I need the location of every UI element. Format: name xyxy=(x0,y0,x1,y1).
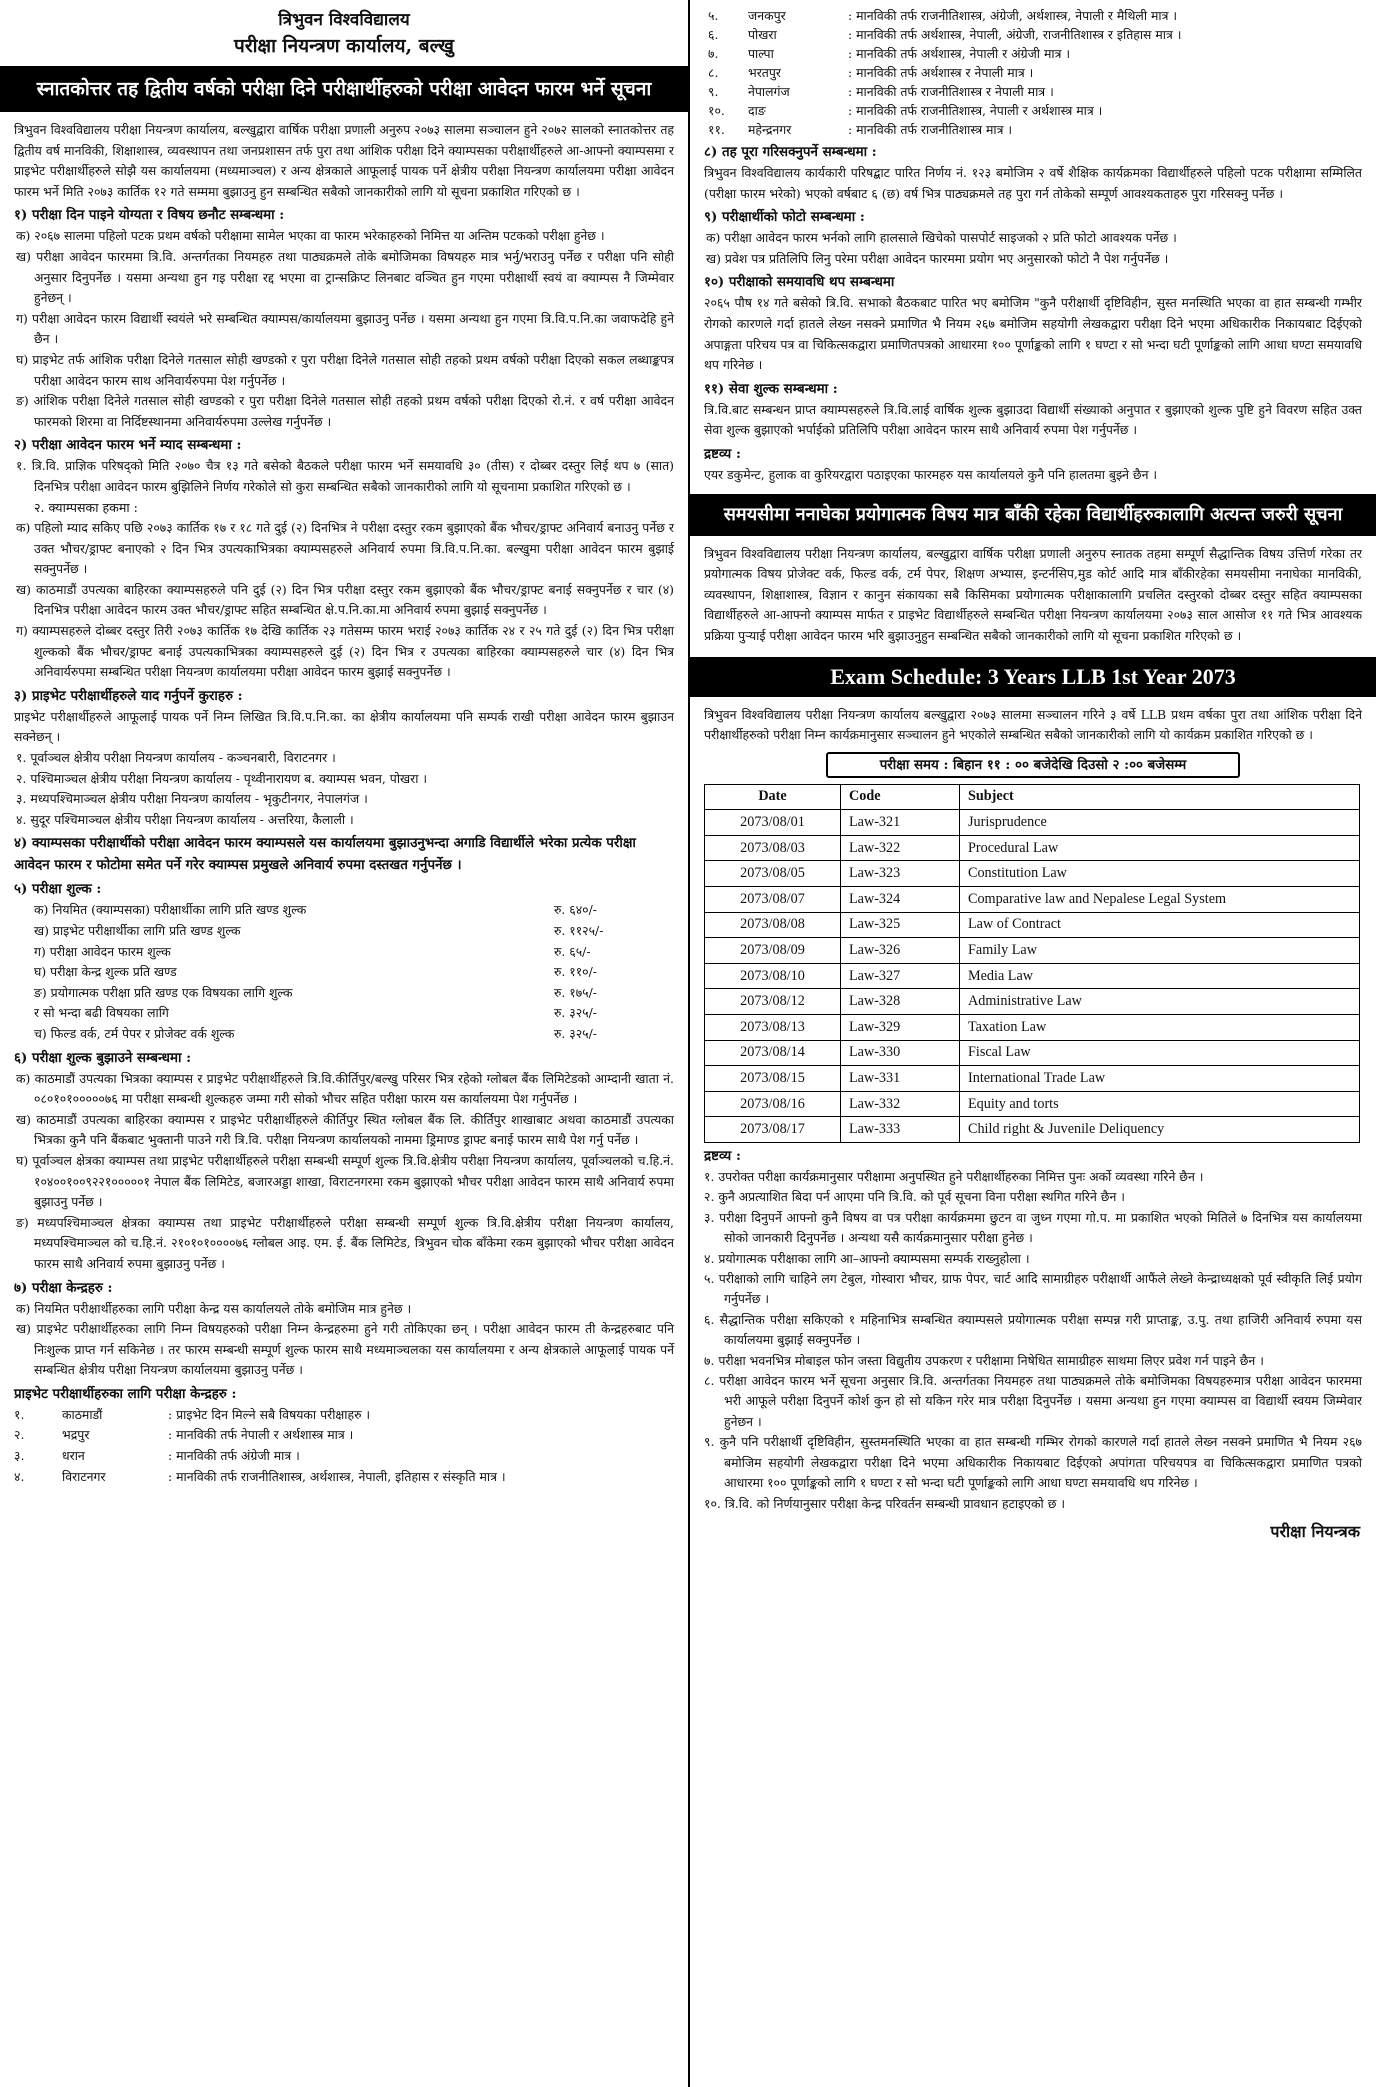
exam-subject: Child right & Juvenile Deliquency xyxy=(960,1117,1360,1143)
table-row xyxy=(705,989,1360,1015)
exam-center-row xyxy=(0,1425,688,1446)
center-subjects: : मानविकी तर्फ अर्थशास्त्र र नेपाली मात्र । xyxy=(848,65,1034,80)
fee-row xyxy=(0,1003,688,1024)
note-text: एयर डकुमेन्ट, हुलाक वा कुरियरद्वारा पठाइएका फारमहरु यस कार्यालयले कुनै पनि हालतमा बुझ्ने छैन । xyxy=(704,466,1158,482)
table-row xyxy=(705,810,1360,836)
exam-subject: Media Law xyxy=(960,963,1360,989)
llb-note-item: ९. कुनै पनि परीक्षार्थी दृष्टिविहीन, सुस्तमनस्थिति भएका वा हात सम्बन्धी गम्भिर रोगको कारणले गर्दा हातले लेख्न नसक्ने प्रमाणित भै नियम २६७ बमोजिम सहयोगी लेखकद्वारा परीक्षा दिने भएमा अधिकारीक निकायबाट दिईएको अपांगता परिचयपत्र वा चिकित्सकद्वारा प्रमाणित पत्रको आधारमा १०० पूर्णाङ्कको लागि १ घण्टा र सो भन्दा घटी पूर्णाङ्कको लागि आधा घण्टा समयावधि थप गरिनेछ । xyxy=(704,1434,1362,1491)
llb-note-item: १. उपरोक्त परीक्षा कार्यक्रमानुसार परीक्षामा अनुपस्थित हुने परीक्षार्थीहरुका निमित्त पुनः अर्को व्यवस्था गरिने छैन । xyxy=(704,1169,1204,1184)
center-name: पाल्पा xyxy=(748,46,774,61)
llb-note-item: ५. परीक्षाको लागि चाहिने लग टेबुल, गोस्वारा भौचर, ग्राफ पेपर, चार्ट आदि सामाग्रीहरु परीक्षार्थी आफैंले लेख्ने केन्द्राध्यक्षको पूर्व स्वीकृति लिई प्रयोग गर्नुपर्नेछ । xyxy=(704,1271,1362,1307)
section-9-item: क) परीक्षा आवेदन फारम भर्नको लागि हालसाले खिचेको पासपोर्ट साइजको २ प्रति फोटो आवश्यक पर्नेछ । xyxy=(706,230,1177,246)
fee-row xyxy=(0,983,688,1004)
exam-code: Law-328 xyxy=(841,989,960,1015)
section-2-intro: १. त्रि.वि. प्राज्ञिक परिषद्को मिति २०७० चैत्र १३ गते बसेको बैठकले परीक्षा फारम भर्ने समयावधि ३० (तीस) र दोब्बर दस्तुर लिई थप ७ (सात) दिनभित्र परीक्षा आवेदन फारम बुझिलिने निर्णय गरेकोले सो कुरा सम्बन्धित सबैको जानकारीको लागि यो सूचनामा प्रकाशित गरिएको छ । xyxy=(16,458,674,494)
center-name: पोखरा xyxy=(748,27,777,42)
table-row xyxy=(705,861,1360,887)
exam-code: Law-324 xyxy=(841,887,960,913)
section-2-title: २) परीक्षा आवेदन फारम भर्ने म्याद सम्बन्धमा : xyxy=(14,437,242,454)
center-number: ८. xyxy=(708,65,719,80)
exam-date: 2073/08/05 xyxy=(705,861,841,887)
fee-label: ङ) प्रयोगात्मक परीक्षा प्रति खण्ड एक विषयका लागि शुल्क xyxy=(34,984,293,1000)
section-7-item: क) नियमित परीक्षार्थीहरुका लागि परीक्षा केन्द्र यस कार्यालयले तोके बमोजिम मात्र हुनेछ । xyxy=(16,1300,412,1316)
fee-amount: रु. ११२५/- xyxy=(554,923,604,938)
regional-office-item: २. पश्चिमाञ्चल क्षेत्रीय परीक्षा नियन्त्रण कार्यालय - पृथ्वीनारायण ब. क्याम्पस भवन, पोखरा । xyxy=(16,770,428,786)
section-3-intro: प्राइभेट परीक्षार्थीहरुले आफूलाई पायक पर्ने निम्न लिखित त्रि.वि.प.नि.का. का क्षेत्रीय कार्यालयमा पनि सम्पर्क राखी परीक्षा आवेदन फारम बुझाउन सक्नेछन् । xyxy=(14,708,674,745)
center-number: ९. xyxy=(708,84,719,99)
exam-subject: Taxation Law xyxy=(960,1015,1360,1041)
llb-schedule-table xyxy=(704,784,1360,1143)
exam-center-row xyxy=(690,6,1376,25)
exam-center-row xyxy=(690,44,1376,63)
exam-code: Law-323 xyxy=(841,861,960,887)
exam-subject: Administrative Law xyxy=(960,989,1360,1015)
exam-code: Law-322 xyxy=(841,835,960,861)
fee-amount: रु. ३२५/- xyxy=(554,1005,597,1021)
fee-amount: रु. ६५/- xyxy=(554,943,591,959)
exam-centers-title: प्राइभेट परीक्षार्थीहरुका लागि परीक्षा केन्द्रहरु : xyxy=(14,1385,237,1402)
center-number: ३. xyxy=(14,1448,25,1464)
column-header-subject: Subject xyxy=(960,784,1360,810)
exam-date: 2073/08/03 xyxy=(705,835,841,861)
center-subjects: : मानविकी तर्फ नेपाली र अर्थशास्त्र मात्र । xyxy=(168,1427,354,1443)
office-name: परीक्षा नियन्त्रण कार्यालय, बल्खु xyxy=(234,35,454,57)
exam-center-row xyxy=(690,101,1376,120)
exam-date: 2073/08/13 xyxy=(705,1015,841,1041)
exam-date: 2073/08/09 xyxy=(705,938,841,964)
section-2-item: क) पहिलो म्याद सकिए पछि २०७३ कार्तिक १७ र १८ गते दुई (२) दिनभित्र ने परीक्षा दस्तुर रकम बुझाएको बैंक भौचर/ड्राफ्ट अनिवार्य बनाउनु पर्नेछ र उक्त भौचर/ड्राफ्ट बनाएको २ दिन भित्र उपत्यकाभित्रका क्याम्पसहरुले अनिवार्य रुपमा त्रि.वि.प.नि.का. बल्खुमा परीक्षा आवेदन फारम बुझाई सक्नुपर्नेछ । xyxy=(16,520,674,577)
table-row xyxy=(705,1066,1360,1092)
fee-row xyxy=(0,962,688,983)
exam-center-row xyxy=(0,1405,688,1426)
section-8-title: ८) तह पूरा गरिसक्नुपर्ने सम्बन्धमा : xyxy=(704,144,877,160)
section-1-item: ग) परीक्षा आवेदन फारम विद्यार्थी स्वयंले भरे सम्बन्धित क्याम्पस/कार्यालयमा बुझाउनु पर्नेछ । यसमा अन्यथा हुन गएमा त्रि.वि.प.नि.का जवाफदेहि हुने छैन । xyxy=(16,310,674,347)
exam-subject: Equity and torts xyxy=(960,1091,1360,1117)
section-1-title: १) परीक्षा दिन पाइने योग्यता र विषय छनौट सम्बन्धमा : xyxy=(14,207,285,224)
exam-center-row xyxy=(690,63,1376,82)
center-number: ११. xyxy=(708,122,725,137)
table-row xyxy=(705,1117,1360,1143)
llb-note-item: २. कुनै अप्रत्याशित बिदा पर्न आएमा पनि त्रि.वि. को पूर्व सूचना विना परीक्षा स्थगित गरिने छैन । xyxy=(704,1189,1125,1205)
section-9-title: ९) परीक्षार्थीको फोटो सम्बन्धमा : xyxy=(704,209,865,226)
llb-note-item: ६. सैद्धान्तिक परीक्षा सकिएको १ महिनाभित्र सम्बन्धित क्याम्पसले प्रयोगात्मक परीक्षा सम्पन्न गरी प्राप्ताङ्क, उ.पु. तथा हाजिरी अनिवार्य रुपमा यस कार्यालयमा बुझाई सक्नुपर्नेछ । xyxy=(704,1311,1362,1348)
section-6-item: घ) पूर्वाञ्चल क्षेत्रका क्याम्पस तथा प्राइभेट परीक्षार्थीहरुले परीक्षा सम्बन्धी सम्पूर्ण शुल्क त्रि.वि.क्षेत्रीय परीक्षा नियन्त्रण कार्यालय, पूर्वाञ्चलको च.हि.नं. १०४००१००९२२१०००००१ नेपाल बैंक लिमिटेड, बजारअड्डा शाखा, विराटनगरमा रकम बुझाएको भौचर परीक्षा आवेदन फारम साथै अनिवार्य रुपमा बुझाउनु पर्नेछ । xyxy=(16,1152,674,1210)
fee-row xyxy=(0,900,688,921)
note-title: द्रष्टव्य : xyxy=(704,445,741,462)
exam-date: 2073/08/08 xyxy=(705,912,841,938)
exam-date: 2073/08/07 xyxy=(705,887,841,913)
fee-label: घ) परीक्षा केन्द्र शुल्क प्रति खण्ड xyxy=(34,964,177,980)
section-9-item: ख) प्रवेश पत्र प्रतिलिपि लिनु परेमा परीक्षा आवेदन फारममा प्रयोग भए अनुसारको फोटो नै पेश गर्नुपर्नेछ । xyxy=(706,250,1169,266)
university-name: त्रिभुवन विश्वविद्यालय xyxy=(278,10,410,30)
center-name: काठमाडौं xyxy=(62,1406,103,1422)
center-number: २. xyxy=(14,1427,25,1443)
right-column xyxy=(690,0,1376,2087)
signature-controller: परीक्षा नियन्त्रक xyxy=(1270,1521,1360,1541)
center-subjects: : मानविकी तर्फ राजनीतिशास्त्र र नेपाली मात्र । xyxy=(848,84,1054,99)
exam-center-row xyxy=(690,25,1376,44)
exam-date: 2073/08/17 xyxy=(705,1117,841,1143)
exam-subject: Family Law xyxy=(960,938,1360,964)
exam-code: Law-329 xyxy=(841,1015,960,1041)
section-7-title: ७) परीक्षा केन्द्रहरु : xyxy=(14,1279,113,1296)
llb-intro: त्रिभुवन विश्वविद्यालय परीक्षा नियन्त्रण कार्यालय बल्खुद्वारा २०७३ सालमा सञ्चालन गरिने ३ वर्षे LLB प्रथम वर्षका पुरा तथा आंशिक परीक्षा दिने परीक्षार्थीहरुको परीक्षा निम्न कार्यक्रमानुसार सञ्चालन हुने भएकोले सम्बन्धित सबैको जानकारीको लागि यो कार्यक्रम प्रकाशित गरिएको छ । xyxy=(704,706,1362,743)
center-name: भद्रपुर xyxy=(62,1427,90,1443)
center-subjects: : मानविकी तर्फ अर्थशास्त्र, नेपाली र अंग्रेजी मात्र । xyxy=(848,46,1071,61)
fee-label: ख) प्राइभेट परीक्षार्थीका लागि प्रति खण्ड शुल्क xyxy=(34,923,241,938)
exam-date: 2073/08/01 xyxy=(705,810,841,836)
center-subjects: : मानविकी तर्फ अंग्रेजी मात्र । xyxy=(168,1448,300,1464)
table-row xyxy=(705,1015,1360,1041)
fee-label: ग) परीक्षा आवेदन फारम शुल्क xyxy=(34,943,171,959)
fee-label: च) फिल्ड वर्क, टर्म पेपर र प्रोजेक्ट वर्क शुल्क xyxy=(34,1025,235,1041)
fee-amount: रु. १७५/- xyxy=(554,984,597,1000)
exam-date: 2073/08/15 xyxy=(705,1066,841,1092)
center-subjects: : मानविकी तर्फ राजनीतिशास्त्र मात्र । xyxy=(848,122,1013,137)
center-number: ६. xyxy=(708,27,719,42)
exam-code: Law-332 xyxy=(841,1091,960,1117)
table-row xyxy=(705,835,1360,861)
center-number: ४. xyxy=(14,1468,25,1484)
section-6-item: क) काठमाडौं उपत्यका भित्रका क्याम्पस र प्राइभेट परीक्षार्थीहरुले त्रि.वि.कीर्तिपुर/बल्खु परिसर भित्र रहेको ग्लोबल बैंक लिमिटेडको आम्दानी खाता नं. ०८०१०१०००००७६ मा परीक्षा सम्बन्धी शुल्कहरु जम्मा गरी सोको भौचर सहित परीक्षा फारम यस कार्यालयमा पेश गर्नुपर्नेछ । xyxy=(16,1070,674,1107)
exam-date: 2073/08/10 xyxy=(705,963,841,989)
section-11-text: त्रि.वि.बाट सम्बन्धन प्राप्त क्याम्पसहरुले त्रि.वि.लाई वार्षिक शुल्क बुझाउदा विद्यार्थी संख्याको अनुपात र बुझाएको शुल्क पुष्टि हुने विवरण सहित उक्त सेवा शुल्क बुझाएको भर्पाईको प्रतिलिपि परीक्षा आवेदन फारम साथै अनिवार्य रुपमा पेश गर्नुपर्नेछ । xyxy=(704,401,1362,438)
exam-center-row xyxy=(690,82,1376,101)
section-2-item: ग) क्याम्पसहरुले दोब्बर दस्तुर तिरी २०७३ कार्तिक १७ देखि कार्तिक २३ गतेसम्म फारम भराई २०७३ कार्तिक २४ र २५ गते दुई (२) दिन भित्र परीक्षा शुल्कको बैंक भौचर/ड्राफ्ट बनाई उपत्यकाभित्रका क्याम्पसहरुले दुई (२) दिन भित्र र उपत्यका बाहिरका क्याम्पसहरुले चार (४) दिन भित्र अनिवार्यरुपमा सम्बन्धित परीक्षा नियन्त्रण कार्यालयमा परीक्षा आवेदन फारम बुझाई सक्नुपर्नेछ । xyxy=(16,623,674,680)
center-subjects: : मानविकी तर्फ राजनीतिशास्त्र, अंग्रेजी, अर्थशास्त्र, नेपाली र मैथिली मात्र । xyxy=(848,8,1178,23)
exam-subject: Comparative law and Nepalese Legal System xyxy=(960,887,1360,913)
exam-code: Law-325 xyxy=(841,912,960,938)
section-1-item: ख) परीक्षा आवेदन फारममा त्रि.वि. अन्तर्गतका नियमहरु तथा पाठ्यक्रमले तोके बमोजिमका विषयहरु मात्र भर्नु/भराउनु पर्नेछ र परीक्षा पनि सोही अनुसार दिनुपर्नेछ । यसमा अन्यथा हुन गइ परीक्षा रद्द भएमा वा ट्रान्सक्रिप्ट लिनबाट वञ्चित हुन गएमा परीक्षार्थी स्वयं वा क्याम्पस नै जिम्मेवार हुनेछन् । xyxy=(16,248,674,306)
center-name: नेपालगंज xyxy=(748,84,790,99)
regional-office-item: ४. सुदूर पश्चिमाञ्चल क्षेत्रीय परीक्षा नियन्त्रण कार्यालय - अत्तरिया, कैलाली । xyxy=(16,811,354,827)
llb-note-item: १०. त्रि.वि. को निर्णयानुसार परीक्षा केन्द्र परिवर्तन सम्बन्धी प्रावधान हटाइएको छ । xyxy=(704,1495,1066,1511)
column-header-code: Code xyxy=(841,784,960,810)
llb-note-item: ७. परीक्षा भवनभित्र मोबाइल फोन जस्ता विद्युतीय उपकरण र परीक्षामा निषेधित सामाग्रीहरु साथमा लिएर प्रवेश गर्न पाइने छैन । xyxy=(704,1352,1264,1368)
fee-amount: रु. ११०/- xyxy=(554,964,597,980)
column-header-date: Date xyxy=(705,784,841,810)
exam-date: 2073/08/12 xyxy=(705,989,841,1015)
table-row xyxy=(705,887,1360,913)
exam-code: Law-330 xyxy=(841,1040,960,1066)
exam-date: 2073/08/14 xyxy=(705,1040,841,1066)
llb-note-item: ३. परीक्षा दिनुपर्ने आफ्नो कुनै विषय वा पत्र परीक्षा कार्यक्रममा छुटन वा जुध्न गएमा गो.प. मा प्रकाशित भएको मितिले ७ दिनभित्र यस कार्यालयमा सोको जानकारी दिनुपर्नेछ । अन्यथा यसै कार्यक्रमानुसार परीक्षा हुनेछ । xyxy=(704,1209,1362,1246)
fee-row xyxy=(0,921,688,942)
fee-amount: रु. ६४०/- xyxy=(554,902,597,918)
section-1-item: क) २०६७ सालमा पहिलो पटक प्रथम वर्षको परीक्षामा सामेल भएका वा फारम भरेकाहरुको निमित्त या अन्तिम पटकको परीक्षा हुनेछ । xyxy=(16,228,605,244)
section-5-title: ५) परीक्षा शुल्क : xyxy=(14,881,102,898)
section-6-item: ख) काठमाडौं उपत्यका बाहिरका क्याम्पस र प्राइभेट परीक्षार्थीहरुले कीर्तिपुर स्थित ग्लोबल बैंक लि. कीर्तिपुर शाखाबाट अथवा काठमाडौं उपत्यका भित्रका कुनै पनि बैंकबाट भुक्तानी पाउने गरी त्रि.वि. परीक्षा नियन्त्रण कार्यालयको नाममा ड्रिमाण्ड ड्राफ्ट बनाई फारम साथै पेश गर्नु पर्नेछ । xyxy=(16,1111,674,1148)
center-subjects: : मानविकी तर्फ राजनीतिशास्त्र, अर्थशास्त्र, नेपाली, इतिहास र संस्कृति मात्र । xyxy=(168,1468,506,1484)
section-4-text: ४) क्याम्पसका परीक्षार्थीको परीक्षा आवेदन फारम क्याम्पसले यस कार्यालयमा बुझाउनुभन्दा अगाडि विद्यार्थीले भरेका प्रत्येक परीक्षा आवेदन फारम र फोटोमा समेत पर्ने गरेर क्याम्पस प्रमुखले अनिवार्य रुपमा दस्तखत गर्नुपर्नेछ । xyxy=(14,835,636,874)
regional-office-item: ३. मध्यपश्चिमाञ्चल क्षेत्रीय परीक्षा नियन्त्रण कार्यालय - भृकुटीनगर, नेपालगंज । xyxy=(16,791,368,807)
exam-code: Law-321 xyxy=(841,810,960,836)
section-10-title: १०) परीक्षाको समयावधि थप सम्बन्धमा xyxy=(704,274,895,291)
section-8-text: त्रिभुवन विश्वविद्यालय कार्यकारी परिषद्बाट पारित निर्णय नं. १२३ बमोजिम २ वर्षे शैक्षिक कार्यक्रमका विद्यार्थीहरुले पहिलो पटक परीक्षामा सम्मिलित (परीक्षा फारम भरेको) भएको वर्षबाट ६ (छ) वर्ष भित्र पाठ्यक्रमले तह पुरा गर्न तोकेको सम्पूर्ण आवश्यकताहरु पुरा गरिसक्नु पर्नेछ । xyxy=(704,165,1362,201)
center-name: विराटनगर xyxy=(62,1468,106,1484)
urgent-notice-text: त्रिभुवन विश्वविद्यालय परीक्षा नियन्त्रण कार्यालय, बल्खुद्वारा वार्षिक परीक्षा प्रणाली अनुरुप स्नातक तहमा सम्पूर्ण सैद्धान्तिक विषय उत्तिर्ण गरेका तर प्रयोगात्मक विषय प्रोजेक्ट वर्क, फिल्ड वर्क, टर्म पेपर, शिक्षण अभ्यास, इन्टर्नसिप,मुड कोर्ट आदि मात्र बाँकीरहेका समयसीमा ननाघेका मानविकी, व्यवस्थापन, शिक्षाशास्त्र, विज्ञान र कानुन संकायका सबै किसिमका प्रयोगात्मक परीक्षाकालागि प्रचलित दस्तुरको दोब्बर दस्तुर सहित क्याम्पसका विद्यार्थीहरुले आ-आफ्नो क्याम्पस मार्फत र प्राइभेट विद्यार्थीहरुले सम्बन्धित परीक्षा नियन्त्रण कार्यालयमा २०७३ साल आसोज ११ गते भित्र आवश्यक प्रक्रिया पुऱ्याई परीक्षा आवेदन फारम भरि बुझाउनुहुन सम्बन्धित सबैको जानकारीको लागि यो सूचना प्रकाशित गरिएको छ । xyxy=(704,545,1362,643)
exam-center-row xyxy=(0,1467,688,1488)
section-6-title: ६) परीक्षा शुल्क बुझाउने सम्बन्धमा : xyxy=(14,1049,192,1066)
center-name: महेन्द्रनगर xyxy=(748,122,792,137)
fee-row xyxy=(0,942,688,963)
center-number: ७. xyxy=(708,46,719,61)
exam-subject: Fiscal Law xyxy=(960,1040,1360,1066)
fee-amount: रु. ३२५/- xyxy=(554,1025,597,1041)
exam-center-row xyxy=(0,1446,688,1467)
section-3-title: ३) प्राइभेट परीक्षार्थीहरुले याद गर्नुपर्ने कुराहरु : xyxy=(14,687,243,704)
notice-title-banner: स्नातकोत्तर तह द्वितीय वर्षको परीक्षा दिने परीक्षार्थीहरुको परीक्षा आवेदन फारम भर्ने सूचना xyxy=(0,66,688,112)
section-1-item: ङ) आंशिक परीक्षा दिनेले गतसाल सोही खण्डको र पुरा परीक्षा दिनेले गतसाल सोही तहको प्रथम वर्षको परीक्षा दिएको रो.नं. र वर्ष परीक्षा आवेदन फारमको शिरमा वा निर्दिष्टस्थानमा अनिवार्यरुपमा उल्लेख गर्नुपर्नेछ । xyxy=(16,393,674,429)
table-header-row xyxy=(705,784,1360,810)
center-subjects: : प्राइभेट दिन मिल्ने सबै विषयका परीक्षाहरु । xyxy=(168,1406,371,1422)
section-11-title: ११) सेवा शुल्क सम्बन्धमा : xyxy=(704,380,838,397)
exam-subject: Constitution Law xyxy=(960,861,1360,887)
center-number: १. xyxy=(14,1406,25,1422)
center-name: धरान xyxy=(62,1448,85,1464)
table-row xyxy=(705,938,1360,964)
exam-time-box: परीक्षा समय : बिहान ११ : ०० बजेदेखि दिउसो २ :०० बजेसम्म xyxy=(826,752,1240,778)
exam-code: Law-327 xyxy=(841,963,960,989)
exam-code: Law-326 xyxy=(841,938,960,964)
exam-subject: Jurisprudence xyxy=(960,810,1360,836)
exam-code: Law-331 xyxy=(841,1066,960,1092)
table-row xyxy=(705,1040,1360,1066)
center-number: ५. xyxy=(708,8,719,23)
center-number: १०. xyxy=(708,103,725,118)
regional-office-item: १. पूर्वाञ्चल क्षेत्रीय परीक्षा नियन्त्रण कार्यालय - कञ्चनबारी, विराटनगर । xyxy=(16,750,336,766)
llb-note-item: ४. प्रयोगात्मक परीक्षाका लागि आ–आफ्नो क्याम्पसमा सम्पर्क राख्नुहोला । xyxy=(704,1250,1030,1266)
center-subjects: : मानविकी तर्फ अर्थशास्त्र, नेपाली, अंग्रेजी, राजनीतिशास्त्र र इतिहास मात्र । xyxy=(848,27,1182,42)
section-2-item: ख) काठमाडौं उपत्यका बाहिरका क्याम्पसहरुले पनि दुई (२) दिन भित्र परीक्षा दस्तुर रकम बुझाएको बैंक भौचर/ड्राफ्ट बनाई सक्नुपर्नेछ र चार (४) दिनभित्र परीक्षा आवेदन फारम उक्त भौचर/ड्राफ्ट सहित सम्बन्धित क्षे.प.नि.का.मा अनिवार्य रुपमा बुझाई सक्नुपर्नेछ । xyxy=(16,581,674,618)
section-1-item: घ) प्राइभेट तर्फ आंशिक परीक्षा दिनेले गतसाल सोही खण्डको र पुरा परीक्षा दिनेले गतसाल सोही तहको प्रथम वर्षको परीक्षा दिएको सकल लब्धाङ्कपत्र परीक्षा आवेदन फारम साथ अनिवार्यरुपमा पेश गर्नुपर्नेछ । xyxy=(16,351,674,388)
llb-note-title: द्रष्टव्य : xyxy=(704,1148,741,1164)
fee-label: र सो भन्दा बढी विषयका लागि xyxy=(34,1005,169,1021)
exam-subject: Law of Contract xyxy=(960,912,1360,938)
urgent-notice-banner: समयसीमा ननाघेका प्रयोगात्मक विषय मात्र बाँकी रहेका विद्यार्थीहरुकालागि अत्यन्त जरुरी सूचना xyxy=(690,494,1376,536)
center-name: जनकपुर xyxy=(748,8,786,23)
table-row xyxy=(705,963,1360,989)
section-10-text: २०६५ पौष १४ गते बसेको त्रि.वि. सभाको बैठकबाट पारित भए बमोजिम "कुनै परीक्षार्थी दृष्टिविहीन, सुस्त मनस्थिति भएका वा हात सम्बन्धी गम्भीर रोगको कारणले गर्दा हातले लेख्न नसक्ने प्रमाणित भै नियम २६७ बमोजिम सहयोगी लेखकद्वारा परीक्षा दिने भएमा अधिकारीक निकायबाट दिईएको अपाङ्गता परिचय पत्र वा चिकित्सकद्वारा प्रमाणितपत्रको आधारमा १०० पूर्णाङ्कको लागि १ घण्टा र सो भन्दा घटी पूर्णाङ्कको लागि आधा घण्टा समयावधि थप गरिनेछ । xyxy=(704,295,1362,373)
center-name: भरतपुर xyxy=(748,65,781,80)
center-name: दाङ xyxy=(748,103,766,118)
section-6-item: ङ) मध्यपश्चिमाञ्चल क्षेत्रका क्याम्पस तथा प्राइभेट परीक्षार्थीहरुले परीक्षा सम्बन्धी सम्पूर्ण शुल्क त्रि.वि.क्षेत्रीय परीक्षा नियन्त्रण कार्यालय, मध्यपश्चिमाञ्चल को च.हि.नं. २१०१०१००००७६ ग्लोबल आइ. एम. ई. बैंक लिमिटेड, त्रिभुवन चोक बाँकेमा रकम बुझाएको भौचर परीक्षा आवेदन फारम साथै अनिवार्य रुपमा बुझाउनु पर्नेछ । xyxy=(16,1214,674,1271)
exam-subject: Procedural Law xyxy=(960,835,1360,861)
fee-row xyxy=(0,1024,688,1045)
exam-center-row xyxy=(690,120,1376,139)
intro-paragraph: त्रिभुवन विश्वविद्यालय परीक्षा नियन्त्रण कार्यालय, बल्खुद्वारा वार्षिक परीक्षा प्रणाली अनुरुप २०७३ सालमा सञ्चालन हुने २०७२ सालको स्नातकोत्तर तह द्वितीय वर्ष मानविकी, शिक्षाशास्त्र, व्यवस्थापन तथा जनप्रशासन तर्फ पुरा तथा आंशिक परीक्षा दिने क्याम्पसका परीक्षार्थीहरुले आ-आफ्नो क्याम्पसमा र प्राइभेट परीक्षार्थीहरुले सोझै यस कार्यालयमा (मध्यमाञ्चल) र अन्य क्षेत्रकाले आफूलाई पायक पर्ने क्षेत्रीय परीक्षा नियन्त्रण कार्यालयमा परीक्षा आवेदन फारम भर्ने मिति २०७३ कार्तिक १२ गते सम्ममा बुझाउनु हुन सम्बन्धित सबैको जानकारीको लागि यो सूचना प्रकाशित गरिएको छ । xyxy=(14,122,674,199)
llb-schedule-banner: Exam Schedule: 3 Years LLB 1st Year 2073 xyxy=(690,657,1376,697)
exam-subject: International Trade Law xyxy=(960,1066,1360,1092)
exam-date: 2073/08/16 xyxy=(705,1091,841,1117)
fee-label: क) नियमित (क्याम्पसका) परीक्षार्थीका लागि प्रति खण्ड शुल्क xyxy=(34,902,307,918)
table-row xyxy=(705,912,1360,938)
llb-note-item: ८. परीक्षा आवेदन फारम भर्ने सूचना अनुसार त्रि.वि. अन्तर्गतका नियमहरु तथा पाठ्यक्रमले तोके बमोजिमका विषयहरुमात्र परीक्षा आवेदन फारममा भरी आफूले परीक्षा दिनुपर्ने कोर्श कुन हो सो यकिन गरेर मात्र परीक्षा दिनुपर्नेछ । यसमा अन्यथा हुन गएमा क्याम्पस वा विद्यार्थी स्वयम जिम्मेवार हुनेछन । xyxy=(704,1373,1362,1429)
table-row xyxy=(705,1091,1360,1117)
section-2-subheading: २. क्याम्पसका हकमा : xyxy=(34,499,138,515)
exam-code: Law-333 xyxy=(841,1117,960,1143)
section-7-item: ख) प्राइभेट परीक्षार्थीहरुका लागि निम्न विषयहरुको परीक्षा निम्न केन्द्रहरुमा हुने गरी तोकिएका छन् । परीक्षा आवेदन फारम ती केन्द्रहरुबाट पनि निःशुल्क प्राप्त गर्न सकिनेछ । तर फारम सम्बन्धी सम्पूर्ण शुल्क फारम साथै मध्यमाञ्चलका यस कार्यालयमा र अन्य क्षेत्रकाले आफूलाई पायक पर्ने सम्बन्धित क्षेत्रीय परीक्षा नियन्त्रण कार्यालयमा बुझाउनु पर्नेछ । xyxy=(16,1321,674,1378)
center-subjects: : मानविकी तर्फ राजनीतिशास्त्र, नेपाली र अर्थशास्त्र मात्र । xyxy=(848,103,1103,118)
